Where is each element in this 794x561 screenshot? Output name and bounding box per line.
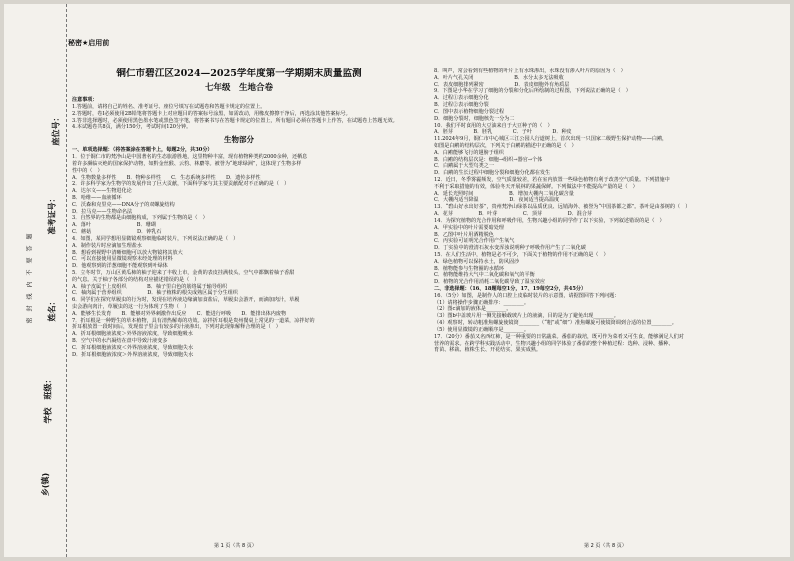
left-page (72, 68, 406, 359)
question-line: 不利于采取措施的有效，体验冬天开展林的果蔬保鲜。下列做法中不能提高产量的是（ ） (434, 183, 638, 190)
exam-subtitle: 七年级 生地合卷 (204, 82, 273, 93)
question-line: A．胚芽 B．胚乳 C．子叶 D．种皮 (434, 129, 572, 136)
school-class-field: 学校 班级： (43, 375, 53, 424)
question-line: 一、单项选择题：（将答案涂在答题卡上，每题2分，共30分） (72, 147, 213, 154)
question-line: A．甲实验中的叶片需要暗处理 (434, 224, 504, 231)
question-line: B．哈维——血液循环 (72, 195, 122, 202)
question-line: 性中的（ ） (72, 167, 103, 174)
notice-line: 4.本试题卷共8页，满分150分，考试时间120分钟。 (72, 124, 192, 131)
question-line: B．过程②表示细胞分裂 (434, 102, 489, 109)
question-line: A．延长光照时间 B．增加大棚内二氧化碳含量 (434, 190, 574, 197)
question-line: D．拉马克——生物命名法 (72, 208, 133, 215)
question-line: 8．叫声，常会看到有些植物的叶片上有水珠渗出，水珠没有渗入叶片的原因为（ ） (434, 68, 626, 74)
question-line: （3）图b中盖玻片用一侧先接触载玻片上的液滴，目的是为了避免出现________。 (434, 313, 619, 320)
question-line: （4）观察时，转动粗准焦螺旋使镜筒________（“粗”或“细”）准焦螺旋可使镜筒调到合适的位置________。 (434, 320, 677, 327)
question-line: 9．下图是小华在学习了细胞的分裂和分化后所绘制的过程图，下列说法正确的是（ ） (434, 88, 631, 95)
exam-title: 铜仁市碧江区2024—2025学年度第一学期期末质量监测 (116, 68, 362, 79)
question-line: D．白鹇的生长过程中细胞分裂和细胞分化都在发生 (434, 170, 551, 177)
question-line: 4．如图，某同学想用显微镜观察细胞临时装片，下列说法正确的是（ ） (72, 235, 239, 242)
question-list-left (72, 147, 406, 358)
question-line: 的气息。关于柚子各部分的结构对应描述错误的是（ ） (72, 276, 200, 283)
question-line: 折耳根放置一段时间后，发现盘子里会有较多的汁液渗出，下列对此现象解释合理的是（ ） (72, 324, 281, 331)
question-line: （1）请将操作步骤正确排序：________。 (434, 299, 529, 306)
question-line: A．制作装片时应滴加生理盐水 (72, 242, 142, 249)
confidential-tag: 秘密★启用前 (68, 39, 110, 47)
page-footer-right: 第 2 页（共 8 页） (584, 543, 627, 549)
question-line: B．白鹇的结构层次是：细胞→组织→器官→个体 (434, 156, 543, 163)
seat-number-field: 座位号： (51, 113, 61, 146)
notice-line: 注意事项： (72, 97, 98, 104)
question-line: 二、非选择题：（16、18题每空1分，17、19每空2分，共45分） (434, 286, 587, 292)
section-title: 生物部分 (224, 135, 254, 145)
question-line: C．表皮细胞排列紧密 D．表皮细胞外有角质层 (434, 81, 570, 88)
question-line: D．丁实验中的澄清石灰水变浑浊说明种子呼吸作用产生了二氧化碳 (434, 245, 586, 252)
question-list-right (434, 68, 782, 354)
question-line: 1．位于铜仁市的梵净山是中国著名的生态旅游胜地，这里物种丰富，现有植物种类约2000余种，还栖息 (72, 154, 308, 161)
question-line: C．折耳根细胞液浓度＜外界溶液浓度，导致细胞失水 (72, 344, 194, 351)
question-line: C．丙实验可证明光合作用产生氧气 (434, 238, 515, 245)
question-line: D．细胞分裂时，细胞核先一分为二 (434, 115, 515, 122)
town-field: 乡(镇) (41, 472, 51, 497)
question-line: 如图是白鹇的结构层次，下列关于白鹇的描述中正确的是（ ） (434, 142, 577, 149)
question-line: 营养的需求。在跨学科实践活动中，生物兴趣小组的同学体验了番茄的整个种植过程：选种、浸种、播种、 (434, 340, 674, 347)
page-footer-left: 第 1 页（共 8 页） (214, 543, 257, 549)
question-line: C．植物能维持大气中二氧化碳和氧气的平衡 (434, 272, 535, 279)
question-line: A．折耳根细胞液浓度＞外界溶液浓度，导致细胞吸水 (72, 331, 193, 338)
question-line: C．柚肉属于营养组织 D．柚子植株的根尖成熟区属于分生组织 (72, 290, 238, 297)
notice-line: 2.答题时，卷Ⅰ必须使用2B铅笔将答题卡上对应题目的答案标号涂黑，如需改动，用橡皮擦擦干净后，再选涂其他答案标号。 (72, 110, 351, 117)
question-line: 虫会游向肉汁，草履虫的这一行为体现了生物（ ） (72, 304, 190, 311)
question-line: （2）图c滴加的液体是________。 (434, 306, 512, 313)
binding-margin (4, 4, 67, 557)
right-page (434, 68, 782, 354)
question-line: 2．许多科学家为生物学的发展作出了巨大贡献，下面科学家与其主要贡献配对不正确的是（ ） (72, 181, 290, 188)
question-line: A．过程①表示细胞分化 (434, 95, 489, 102)
question-line: D．折耳根细胞液浓度＞外界溶液浓度，导致细胞失水 (72, 351, 194, 358)
question-line: A．叶片气孔关闭 B．水分太多无法吸收 (434, 74, 564, 81)
question-line: B．想看到视野中清晰细胞可以放大物镜将其放大 (72, 249, 183, 256)
seal-line-label: 密 封 线 内 不 要 答 题 (26, 233, 34, 324)
question-line: A．能够生长发育 B．能够对外界刺激作出反应 C．能进行呼吸 D．能排出体内废物 (72, 310, 287, 317)
question-line: B．乙图中叶片用酒精脱色 (434, 231, 494, 238)
question-line: 育苗、移栽、植株生长、开花结实、果实成熟。 (434, 347, 541, 354)
question-line: 16．（5分）如图，是制作人的口腔上皮临时装片的示意图，请据图回答下列问题： (434, 292, 620, 299)
question-line: B．空气中的水汽凝结在盘中导致汁液变多 (72, 338, 168, 345)
question-line: D．他观察到的洋葱细胞不能观察到叶绿体 (72, 263, 168, 270)
question-line: A．达尔文——生物进化论 (72, 188, 132, 195)
question-line: 7．折耳根是一种野生的草本植物，具有清热解毒的功效。凉拌折耳根是贵州餐桌上常见的一道菜，凉拌好的 (72, 317, 315, 324)
question-line: 15．在人们生活中，植物是必不可少，下面关于植物的作用不正确的是（ ） (434, 251, 609, 258)
question-line: （5）使用显微镜的正确顺序是________。 (434, 326, 529, 333)
question-line: C．可以直接使用显微镜观察未经处理的材料 (72, 256, 173, 263)
question-line: A．花芽 B．叶芽 C．顶芽 D．混合芽 (434, 211, 593, 218)
question-line: A．绿色植物可以保持水土，防风固沙 (434, 258, 520, 265)
notice-line: 1.答题前，请将自己的姓名、准考证号、座位号填写在试题卷和答题卡规定的位置上。 (72, 104, 266, 111)
question-line: C．蘑菇 D．钟乳石 (72, 229, 162, 236)
question-line: 3．自然界的生物都是由细胞构成，下列属于生物的是（ ） (72, 215, 208, 222)
question-line: C．沃森和克里克——DNA分子的双螺旋结构 (72, 201, 175, 208)
exam-sheet (4, 4, 790, 557)
question-line: 10．我们平时食用的大豆油来自于大豆种子的（ ） (434, 122, 553, 129)
question-line: A．落叶 B．珊瑚 (72, 222, 156, 229)
notice-line: 3.答非选择题时，必须使用黑色墨水笔或黑色签字笔，将答案书写在答题卡规定的位置上，所有题目必须在答题卡上作答，在试题卷上答题无效。 (72, 117, 398, 124)
question-line: C．大棚内适当降温 D．夜间适当提高温度 (434, 197, 560, 204)
question-line: C．图中表示植物细胞分裂过程 (434, 108, 505, 115)
question-line: 11.2024年9月，铜仁市中心城区三江公园人行道树上，首次出现一只国家二级野生保护动物——白鹇， (434, 136, 668, 143)
name-field: 姓名： (47, 297, 57, 322)
question-line: 12．近日，冬季雾霾频发，空气质量较差，若在室内放置一些绿色植物有利于改善空气质量。下列措施中 (434, 177, 670, 183)
question-line: A．柚子皮属于上皮组织 B．柚子里白色的筋络属于输导组织 (72, 283, 228, 290)
question-line: 14．为探究植物的光合作用和呼吸作用，生物兴趣小组的同学作了以下实验，下列叙述错误的是（ ） (434, 217, 665, 224)
question-line: A．生物数量多样性 B．物种多样性 C．生态系统多样性 D．遗传多样性 (72, 174, 261, 181)
question-line: D．植物的光合作用消耗二氧化碳导致了温室效应 (434, 279, 546, 286)
question-line: 6．同学们在探究草履虫的行为时，发现在培养液边缘滴加食盐后，草履虫会游开，而滴加肉汁，草履 (72, 297, 300, 304)
exam-id-field: 准考证号： (47, 194, 57, 235)
question-line: 着许多濒临灭绝的国家保护动物，如黔金丝猴、云豹、林麝等。被誉为“地球绿洲”，这体现了生物多样 (72, 160, 302, 167)
notice-block (72, 97, 406, 131)
question-line: 13．“碧山好水出好茶”，贵州梵净山绿茶以品质优良、远销海外、被誉为“中国茶都之都”。茶叶是由茶树的（ ） (434, 204, 691, 211)
question-line: A．白鹇能够飞行的翅膀于组织 (434, 149, 504, 156)
question-line: C．白鹇属于大型鸟类之一 (434, 163, 494, 170)
question-line: B．植物能参与生物圈的水循环 (434, 265, 504, 272)
question-line: 5．立冬时节，万山区黄瓜柿的柚子迎来了丰收上市，金黄的表皮挂满枝头，空气中都飘着柚子香甜 (72, 269, 295, 276)
question-line: 17．（20分）番茄又名西红柿，是一种重要的日常蔬菜。番茄的栽培，既可作为菜肴又可生食，能够满足人们对 (434, 333, 684, 340)
